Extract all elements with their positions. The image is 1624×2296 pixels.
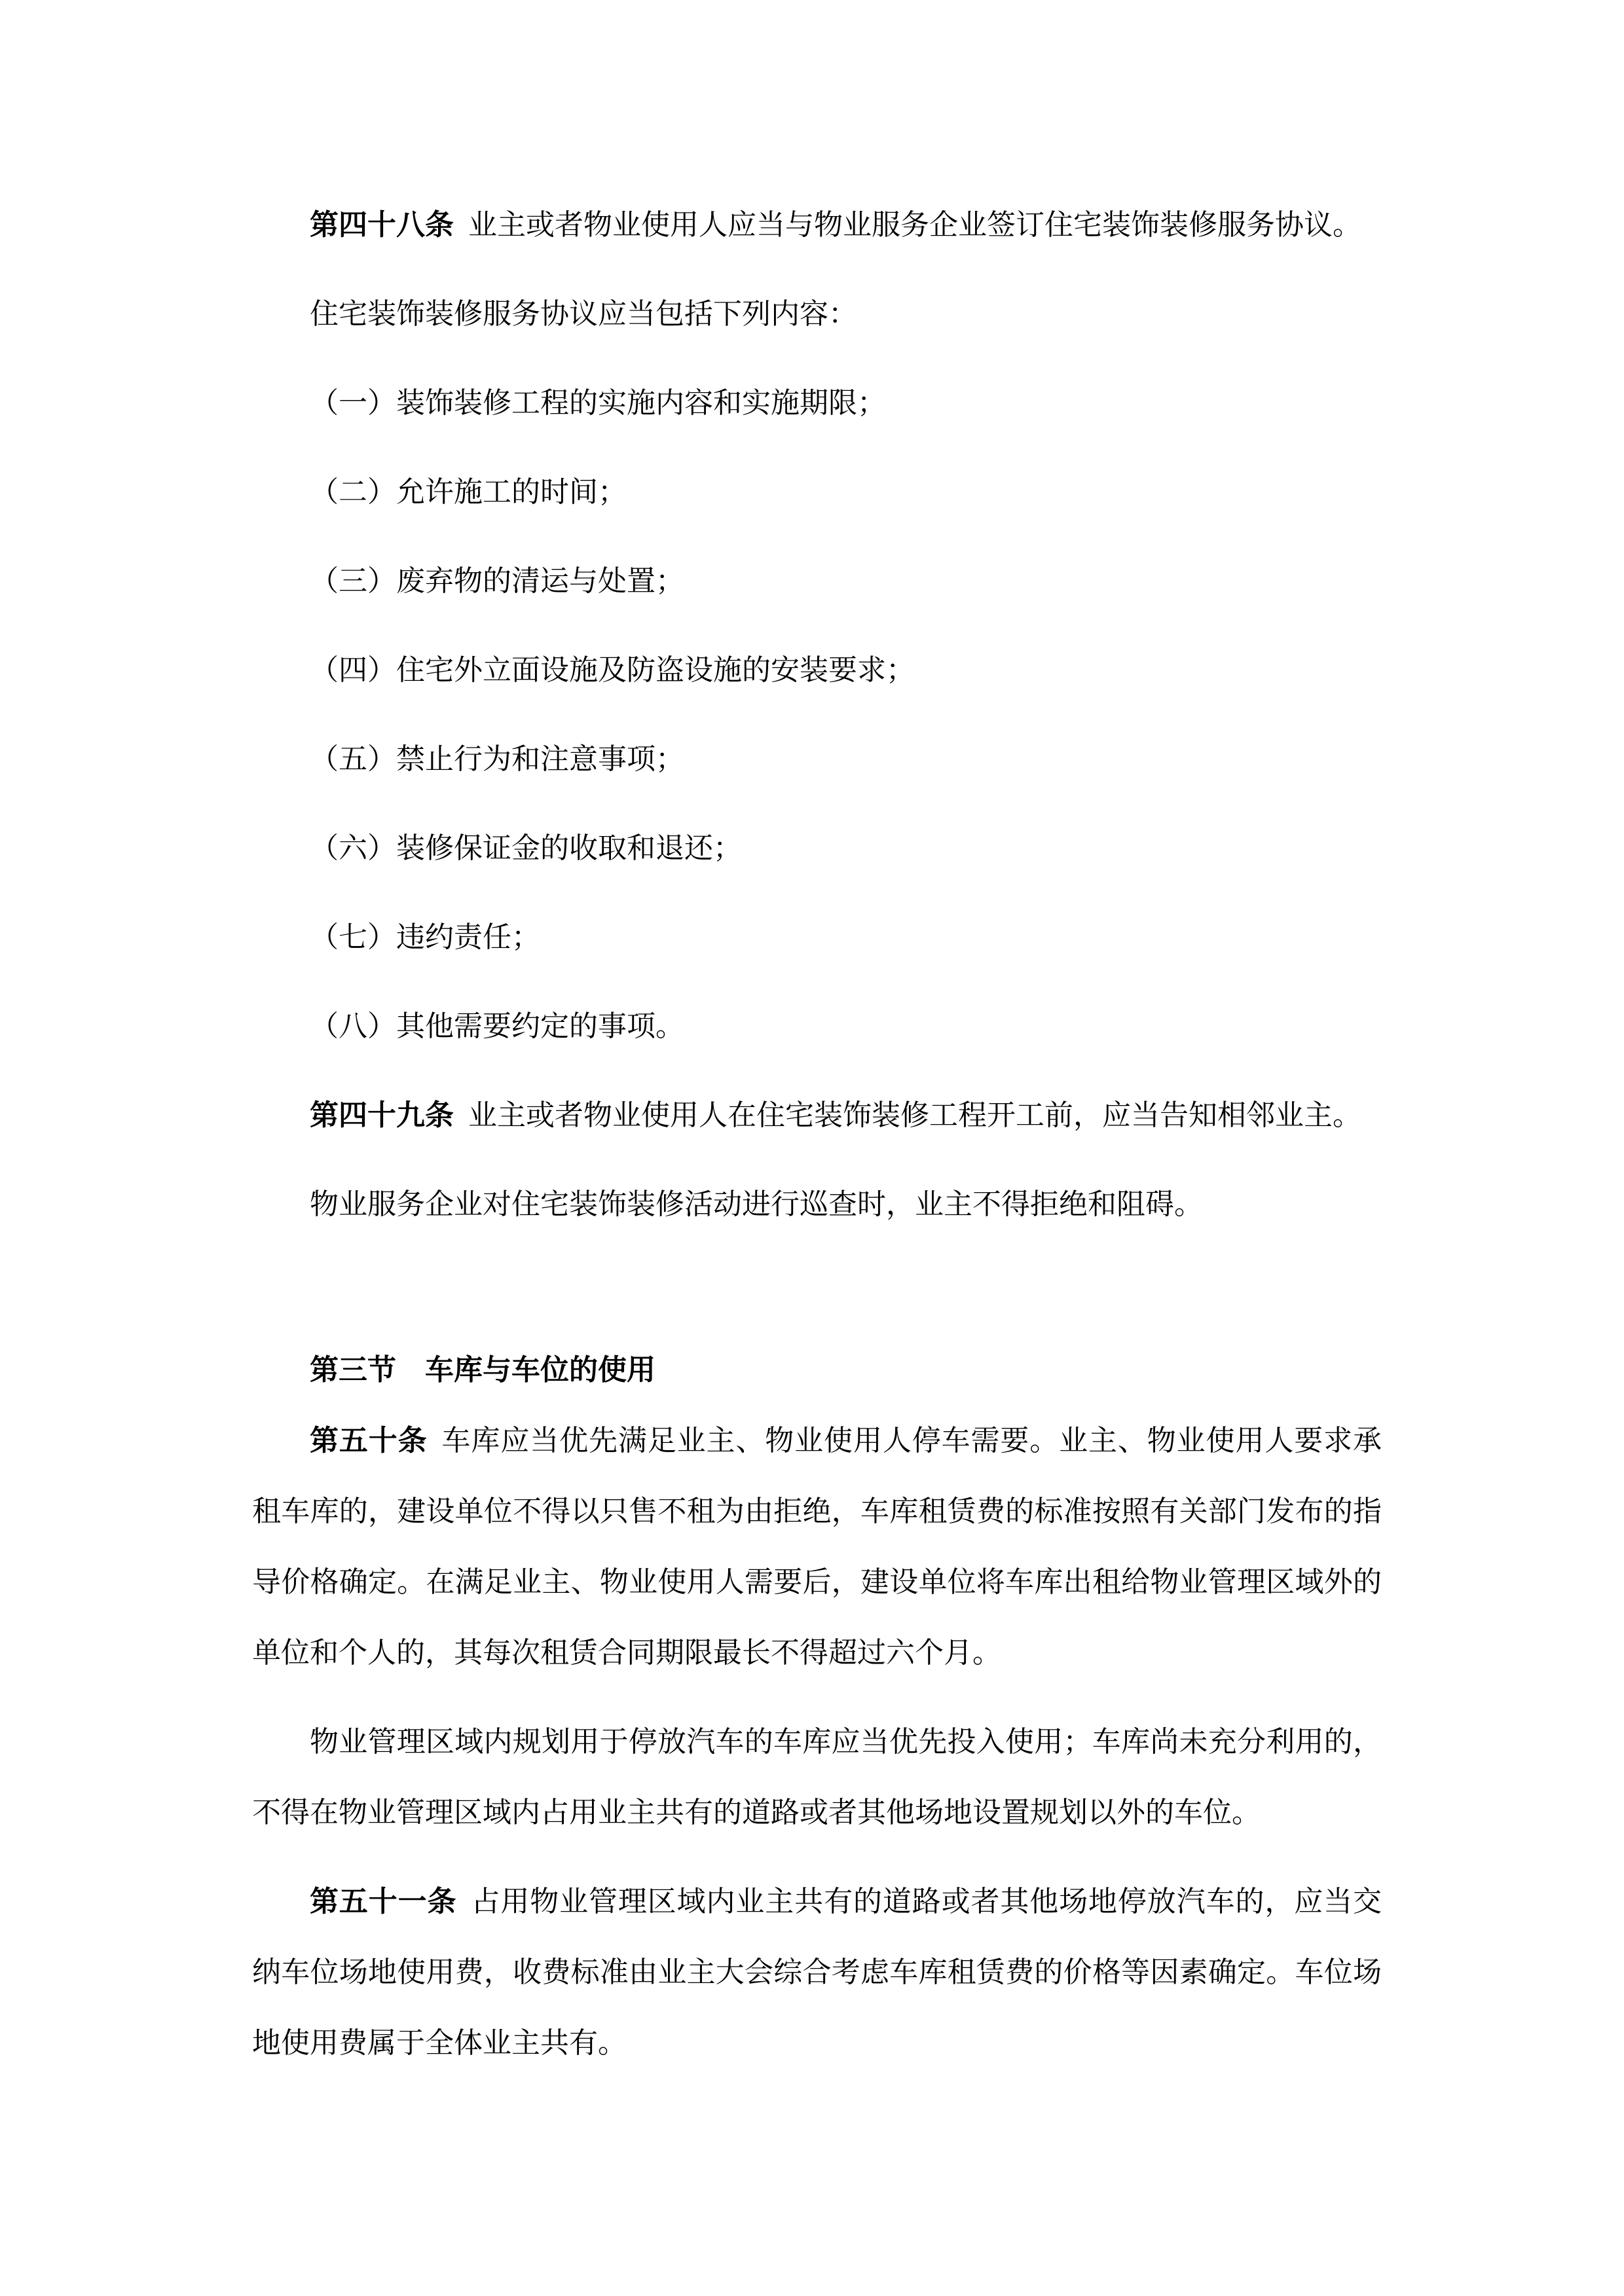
agreement-item-6-text: （六）装修保证金的收取和退还； xyxy=(310,832,742,864)
article-51-number: 第五十一条 xyxy=(310,1886,457,1918)
article-51-text: 占用物业管理区域内业主共有的道路或者其他场地停放汽车的，应当交纳车位场地使用费，收费标准由业主大会综合考虑车库租赁费的价格等因素确定。车位场地使用费属于全体业主共有。 xyxy=(252,1886,1382,2059)
document-text-block xyxy=(252,190,1382,2097)
agreement-item-6 xyxy=(252,813,1382,884)
agreement-item-2-text: （二）允许施工的时间； xyxy=(310,476,627,508)
article-49-second-paragraph xyxy=(252,1169,1382,1240)
article-49-paragraph xyxy=(252,1080,1382,1151)
article-48-number: 第四十八条 xyxy=(310,209,454,241)
article-49-number: 第四十九条 xyxy=(310,1099,454,1131)
article-49-text: 业主或者物业使用人在住宅装饰装修工程开工前，应当告知相邻业主。 xyxy=(468,1099,1361,1131)
article-51-paragraph xyxy=(252,1867,1382,2079)
agreement-item-4-text: （四）住宅外立面设施及防盗设施的安装要求； xyxy=(310,654,915,686)
article-48-paragraph xyxy=(252,190,1382,261)
section-3-title: 车库与车位的使用 xyxy=(425,1354,655,1386)
agreement-item-8-text: （八）其他需要约定的事项。 xyxy=(310,1010,684,1042)
agreement-item-2 xyxy=(252,457,1382,528)
section-3-label: 第三节 xyxy=(310,1354,396,1386)
agreement-item-7 xyxy=(252,902,1382,973)
agreement-item-4 xyxy=(252,635,1382,706)
agreement-item-3-text: （三）废弃物的清运与处置； xyxy=(310,565,684,597)
article-50-paragraph xyxy=(252,1406,1382,1688)
agreement-item-5-text: （五）禁止行为和注意事项； xyxy=(310,743,684,775)
agreement-item-3 xyxy=(252,546,1382,617)
agreement-item-8 xyxy=(252,991,1382,1062)
article-50-second-paragraph xyxy=(252,1707,1382,1848)
agreement-content-intro-text: 住宅装饰装修服务协议应当包括下列内容： xyxy=(310,298,857,330)
agreement-item-1 xyxy=(252,368,1382,439)
article-49-second-paragraph-text: 物业服务企业对住宅装饰装修活动进行巡查时，业主不得拒绝和阻碍。 xyxy=(310,1188,1203,1220)
agreement-content-intro xyxy=(252,279,1382,350)
article-50-text: 车库应当优先满足业主、物业使用人停车需要。业主、物业使用人要求承租车库的，建设单位不得以只售不租为由拒绝，车库租赁费的标准按照有关部门发布的指导价格确定。在满足业主、物业使用人需要后，建设单位将车库出租给物业管理区域外的单位和个人的，其每次租赁合同期限最长不得超过六个月。 xyxy=(252,1425,1382,1669)
agreement-item-5 xyxy=(252,724,1382,795)
section-3-heading xyxy=(252,1335,1382,1406)
article-50-number: 第五十条 xyxy=(310,1425,428,1457)
agreement-item-1-text: （一）装饰装修工程的实施内容和实施期限； xyxy=(310,387,886,419)
article-50-second-paragraph-text: 物业管理区域内规划用于停放汽车的车库应当优先投入使用；车库尚未充分利用的，不得在物业管理区域内占用业主共有的道路或者其他场地设置规划以外的车位。 xyxy=(252,1726,1382,1829)
agreement-item-7-text: （七）违约责任； xyxy=(310,921,540,953)
article-48-text: 业主或者物业使用人应当与物业服务企业签订住宅装饰装修服务协议。 xyxy=(468,209,1361,241)
